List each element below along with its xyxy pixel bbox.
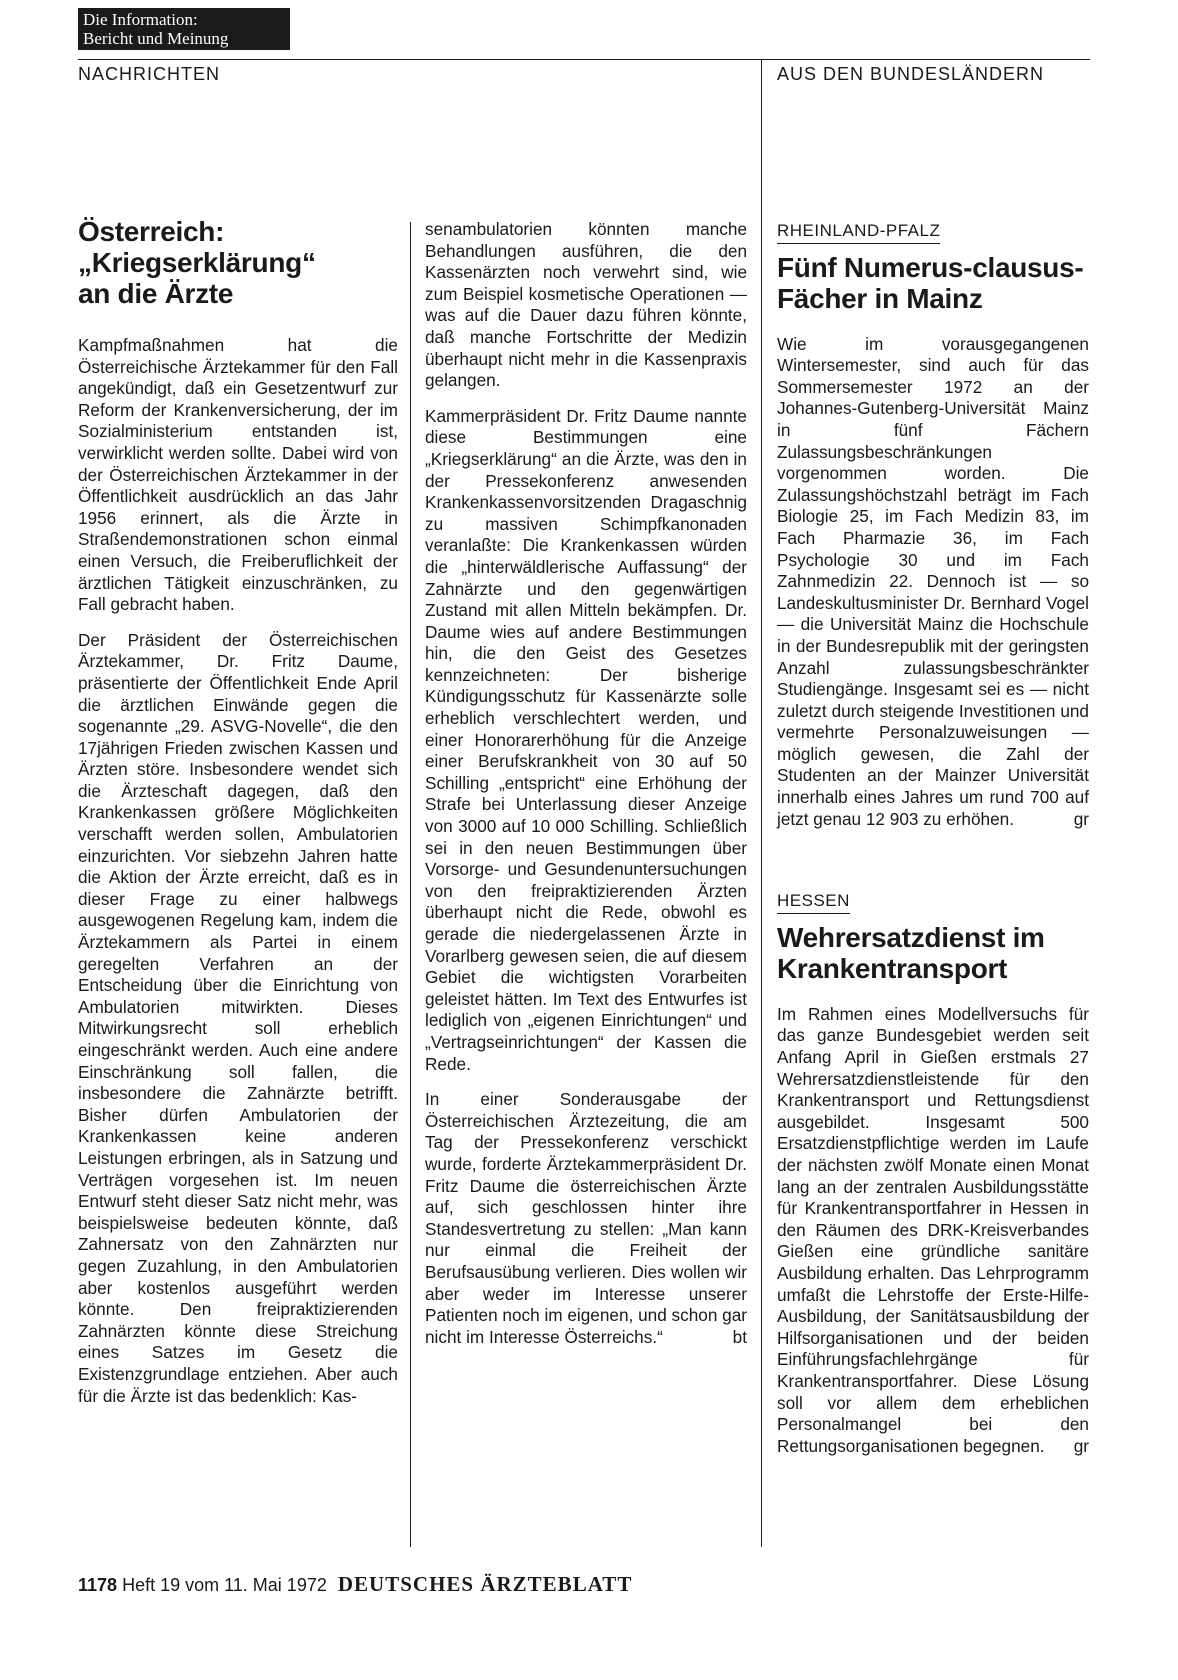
article3-body — [777, 1004, 1089, 1457]
article2-headline-line-1: Fünf Numerus-clausus- — [777, 251, 1084, 283]
section-label-right: AUS DEN BUNDESLÄNDERN — [777, 64, 1045, 84]
article1-signature: bt — [732, 1326, 747, 1347]
column-2 — [425, 219, 747, 1362]
article1-paragraph-2a: Der Präsident der Österreichischen Ärztekammer, Dr. Fritz Daume, präsentierte der Öffentlichkeit Ende April die ärztlichen Einwände gegen die sogenannte „29. ASVG-Novelle“, die den 17jährigen Frieden zwischen Kassen und Ärzten störe. Insbesondere wendet sich die Ärzteschaft dagegen, daß den Krankenkassen größere Möglichkeiten verschafft werden sollen, Ambulatorien einzurichten. Vor siebzehn Jahren hatte die Aktion der Ärzte erreicht, daß es in dieser Frage zu einer halbwegs ausgewogenen Regelung kam, indem die Ärztekammern als Partei in einem geregelten Verfahren an der Entscheidung über die Einrichtung von Ambulatorien mitwirkten. Dieses Mitwirkungsrecht soll erheblich eingeschränkt werden. Auch eine andere Einschränkung soll fallen, die insbesondere die Zahnärzte betrifft. Bisher dürfen Ambulatorien der Krankenkassen keine anderen Leistungen erbringen, als in Satzung und Verträgen vorgesehen ist. Im neuen Entwurf steht dieser Satz nicht mehr, was beispielsweise bedeuten könnte, daß Zahnersatz von den Zahnärzten nur gegen Zuzahlung, in den Ambulatorien aber kostenlos ausgeführt werden könnte. Den freipraktizierenden Zahnärzten könnte diese Streichung eines Satzes im Gesetz die Existenzgrundlage entziehen. Aber auch für die Ärzte ist das bedenklich: Kas- — [78, 629, 398, 1406]
article1-paragraph-4 — [425, 1089, 747, 1348]
article1-paragraph-1: Kampfmaßnahmen hat die Österreichische Ärztekammer für den Fall angekündigt, daß ein Gesetzentwurf zur Reform der Krankenversicherung, der im Sozialministerium entstanden ist, verwirklicht werden sollte. Dabei wird von der Österreichischen Ärztekammer in der Öffentlichkeit ausdrücklich an das Jahr 1956 erinnert, als die Ärzte in Straßendemonstrationen schon einmal einen Versuch, die Freiberuflichkeit der ärztlichen Tätigkeit einzuschränken, zu Fall gebracht haben. — [78, 335, 398, 615]
top-rule — [78, 59, 1090, 60]
article1-headline — [78, 216, 398, 309]
article1-headline-line-2: „Kriegserklärung“ — [78, 247, 316, 278]
column-1 — [78, 216, 398, 1421]
article2-headline-line-2: Fächer in Mainz — [777, 282, 983, 314]
column-divider-1 — [410, 222, 411, 1547]
article2-body-text: Wie im vorausgegangenen Wintersemester, sind auch für das Sommersemester 1972 an der Johannes-Gutenberg-Universität Mainz in fünf Fächern Zulassungsbeschränkungen vorgenommen worden. Die Zulassungshöchstzahl beträgt im Fach Biologie 25, im Fach Medizin 83, im Fach Pharmazie 36, im Fach Psychologie 30 und im Fach Zahnmedizin 22. Dennoch ist — so Landeskultusminister Dr. Bernhard Vogel — die Universität Mainz die Hochschule in der Bundesrepublik mit der geringsten Anzahl zulassungsbeschränkter Studiengänge. Insgesamt sei es — nicht zuletzt durch steigende Investitionen und vermehrte Personalzuweisungen — möglich gewesen, die Zahl der Studenten an der Mainzer Universität innerhalb eines Jahres um rund 700 auf jetzt genau 12 903 zu erhöhen. — [777, 333, 1089, 829]
masthead-line-1: Die Information: — [83, 10, 198, 29]
column-divider-2 — [761, 59, 762, 1547]
article1-paragraph-4-text: In einer Sonderausgabe der Österreichischen Ärztezeitung, die am Tag der Pressekonferenz verschickt wurde, forderte Ärztekammerpräsident Dr. Fritz Daume die österreichischen Ärzte auf, sich geschlossen hinter ihre Standesvertretung zu stellen: „Man kann nur einmal die Freiheit der Berufsausübung verlieren. Dies wollen wir aber weder im Interesse unserer Patienten noch im eigenen, und schon gar nicht im Interesse Österreichs.“ — [425, 1089, 748, 1347]
journal-name: DEUTSCHES ÄRZTEBLATT — [337, 1572, 633, 1596]
article3-headline-line-2: Krankentransport — [777, 952, 1008, 984]
page-number: 1178 — [78, 1575, 118, 1595]
article3-kicker: HESSEN — [777, 890, 850, 914]
article2-headline — [777, 252, 1089, 314]
article1-headline-line-3: an die Ärzte — [78, 278, 234, 309]
masthead-line-2: Bericht und Meinung — [83, 29, 229, 48]
article2-body — [777, 334, 1089, 831]
section-label-left: NACHRICHTEN — [78, 64, 221, 84]
article1-headline-line-1: Österreich: — [78, 216, 225, 247]
article3-signature: gr — [1073, 1435, 1089, 1456]
article2-kicker: RHEINLAND-PFALZ — [777, 220, 940, 244]
masthead — [78, 8, 290, 50]
article3-headline — [777, 922, 1089, 984]
issue-info: Heft 19 vom 11. Mai 1972 — [122, 1575, 327, 1595]
article3-body-text: Im Rahmen eines Modellversuchs für das ganze Bundesgebiet werden seit Anfang April in Gießen erstmals 27 Wehrersatzdienstleistende für den Krankentransport und Rettungsdienst ausgebildet. Insgesamt 500 Ersatzdienstpflichtige werden im Laufe der nächsten zwölf Monate einen Monat lang an der zentralen Ausbildungsstätte für Krankentransportfahrer in Hessen in den Räumen des DRK-Kreisverbandes Gießen eine gründliche sanitäre Ausbildung erhalten. Das Lehrprogramm umfaßt die Lehrstoffe der Erste-Hilfe-Ausbildung, der Sanitätsausbildung der Hilfsorganisationen und der beiden Einführungsfachlehrgänge für Krankentransportfahrer. Diese Lösung soll vor allem dem erheblichen Personalmangel bei den Rettungsorganisationen begegnen. — [777, 1003, 1089, 1456]
article2-signature: gr — [1073, 808, 1089, 829]
article3-headline-line-1: Wehrersatzdienst im — [777, 921, 1045, 953]
article1-paragraph-2b: senambulatorien könnten manche Behandlungen ausführen, die den Kassenärzten noch verwehrt sind, wie zum Beispiel kosmetische Operationen — was auf die Dauer dazu führen könnte, daß manche Fortschritte der Medizin überhaupt nicht mehr in die Kassenpraxis gelangen. — [425, 219, 747, 391]
article1-paragraph-3: Kammerpräsident Dr. Fritz Daume nannte diese Bestimmungen eine „Kriegserklärung“ an die Ärzte, was den in der Pressekonferenz anwesenden Krankenkassenvorsitzenden Dragaschnig zu massiven Schimpfkanonaden veranlaßte: Die Krankenkassen würden die „hinterwäldlerische Auffassung“ der Zahnärzte und den gegenwärtigen Zustand mit allen Mitteln bekämpfen. Dr. Daume wies auf andere Bestimmungen hin, die den Geist des Gesetzes kennzeichneten: Der bisherige Kündigungsschutz für Kassenärzte solle erheblich verschlechtert werden, und einer Honorarerhöhung für die Anzeige einer Berufskrankheit von 30 auf 50 Schilling „entspricht“ eine Erhöhung der Strafe bei Unterlassung dieser Anzeige von 3000 auf 10 000 Schilling. Schließlich sei in den neuen Bestimmungen über Vorsorge- und Gesundenuntersuchungen von den freipraktizierenden Ärzten überhaupt nicht die Rede, obwohl es gerade die niedergelassenen Ärzte in Vorarlberg gewesen seien, die auf diesem Gebiet die wichtigsten Vorarbeiten geleistet hätten. Im Text des Entwurfes ist lediglich von „eigenen Einrichtungen“ und „Vertragseinrichtungen“ der Kassen die Rede. — [425, 405, 747, 1074]
page-footer — [78, 1572, 632, 1597]
column-3 — [777, 220, 1089, 1471]
